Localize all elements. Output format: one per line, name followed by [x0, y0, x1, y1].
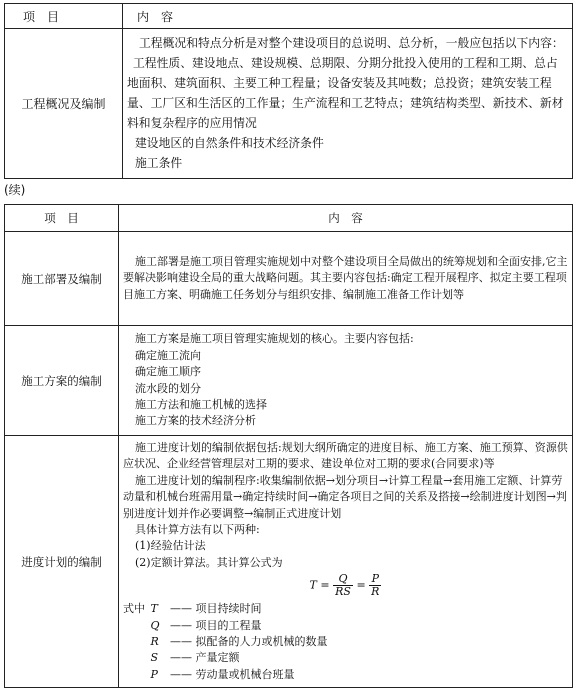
row-item-label: 施工方案的编制 — [5, 326, 119, 436]
content-line: 施工方法和施工机械的选择 — [135, 397, 267, 411]
formula-fraction-2 — [369, 573, 381, 598]
content-line: 施工方案是施工项目管理实施规划的核心。主要内容包括: — [135, 332, 414, 346]
content-line: 工程性质、建设地点、建设规模、总期限、分期分批投入使用的工程和工期、总占地面积、建筑面积、主要工种工程量；设备安装及其吨数；总投资；建筑安装工程量、工厂区和生活区的工作量；生产流程和工艺特点；建筑结构类型、新技术、新材料和复杂程序的应用情况 — [127, 56, 564, 130]
continued-label: (续) — [4, 183, 26, 197]
plan-row — [5, 232, 573, 326]
content-line: 施工条件 — [135, 156, 183, 170]
header-content: 内 容 — [123, 4, 573, 29]
duration-formula — [123, 573, 568, 598]
row-content — [119, 436, 573, 688]
variable-symbol: Q — [150, 618, 160, 632]
content-line: 确定施工顺序 — [135, 365, 201, 379]
variable-symbol: S — [150, 651, 159, 665]
header-item: 项 目 — [5, 4, 123, 29]
content-line: (2)定额计算法。其计算公式为 — [135, 555, 283, 569]
plan-row — [5, 326, 573, 436]
variable-list — [123, 601, 568, 683]
variable-symbol: R — [150, 635, 159, 649]
content-line: (1)经验估计法 — [135, 539, 206, 553]
variable-item — [123, 601, 568, 617]
row-content — [119, 232, 573, 326]
plan-row — [5, 436, 573, 688]
header-content: 内 容 — [119, 205, 573, 232]
row-content — [119, 326, 573, 436]
formula-equals: = — [356, 578, 366, 592]
content-line: 施工部署是施工项目管理实施规划中对整个建设项目全局做出的统筹规划和全面安排,它主要解决影响建设全局的重大战略问题。其主要内容包括:确定工程开展程序、拟定主要工程项目施工方案、明确施工任务划分与组织安排、编制施工准备工作计划等 — [123, 254, 568, 301]
formula-fraction-1 — [333, 573, 353, 598]
variable-symbol: P — [150, 667, 158, 681]
variable-item — [123, 618, 568, 634]
header-item: 项 目 — [5, 205, 119, 232]
row-item-label: 进度计划的编制 — [5, 436, 119, 688]
variable-description: —— 产量定额 — [170, 651, 240, 665]
overview-row — [5, 29, 573, 179]
overview-table — [4, 3, 573, 179]
content-line: 流水段的划分 — [135, 381, 201, 395]
variable-symbol: T — [150, 602, 158, 616]
content-line: 施工进度计划的编制程序:收集编制依据→划分项目→计算工程量→套用施工定额、计算劳动量和机械台班需用量→确定持续时间→确定各项目之间的关系及搭接→绘制进度计划图→判别进度计划并作必要调整→编制正式进度计划 — [123, 473, 567, 520]
row-content — [123, 29, 573, 179]
row-item-label: 工程概况及编制 — [5, 29, 123, 179]
content-line: 具体计算方法有以下两种: — [135, 523, 260, 537]
plan-header-row — [5, 205, 573, 232]
variable-description: —— 项目的工程量 — [170, 618, 262, 632]
row-item-label: 施工部署及编制 — [5, 232, 119, 326]
formula-denominator: RS — [335, 585, 351, 599]
variable-item — [123, 634, 568, 650]
content-line: 确定施工流向 — [135, 348, 201, 362]
formula-numerator: Q — [333, 573, 353, 586]
overview-header-row — [5, 4, 573, 29]
variable-item — [123, 650, 568, 666]
variable-description: —— 拟配备的人力或机械的数量 — [170, 635, 328, 649]
variable-item — [123, 667, 568, 683]
content-line: 建设地区的自然条件和技术经济条件 — [135, 136, 324, 150]
formula-numerator: P — [369, 573, 381, 586]
content-line: 施工方案的技术经济分析 — [135, 414, 256, 428]
plan-table — [4, 204, 573, 688]
where-label: 式中 — [123, 602, 145, 616]
content-line: 工程概况和特点分析是对整个建设项目的总说明、总分析，一般应包括以下内容： — [139, 36, 564, 50]
formula-denominator: R — [371, 585, 380, 599]
formula-lhs: T = — [309, 578, 330, 592]
content-line: 施工进度计划的编制依据包括:规划大纲所确定的进度目标、施工方案、施工预算、资源供应状况、企业经营管理层对工期的要求、建设单位对工期的要求(合同要求)等 — [123, 441, 568, 471]
variable-description: —— 劳动量或机械台班量 — [170, 667, 295, 681]
variable-description: —— 项目持续时间 — [170, 602, 262, 616]
